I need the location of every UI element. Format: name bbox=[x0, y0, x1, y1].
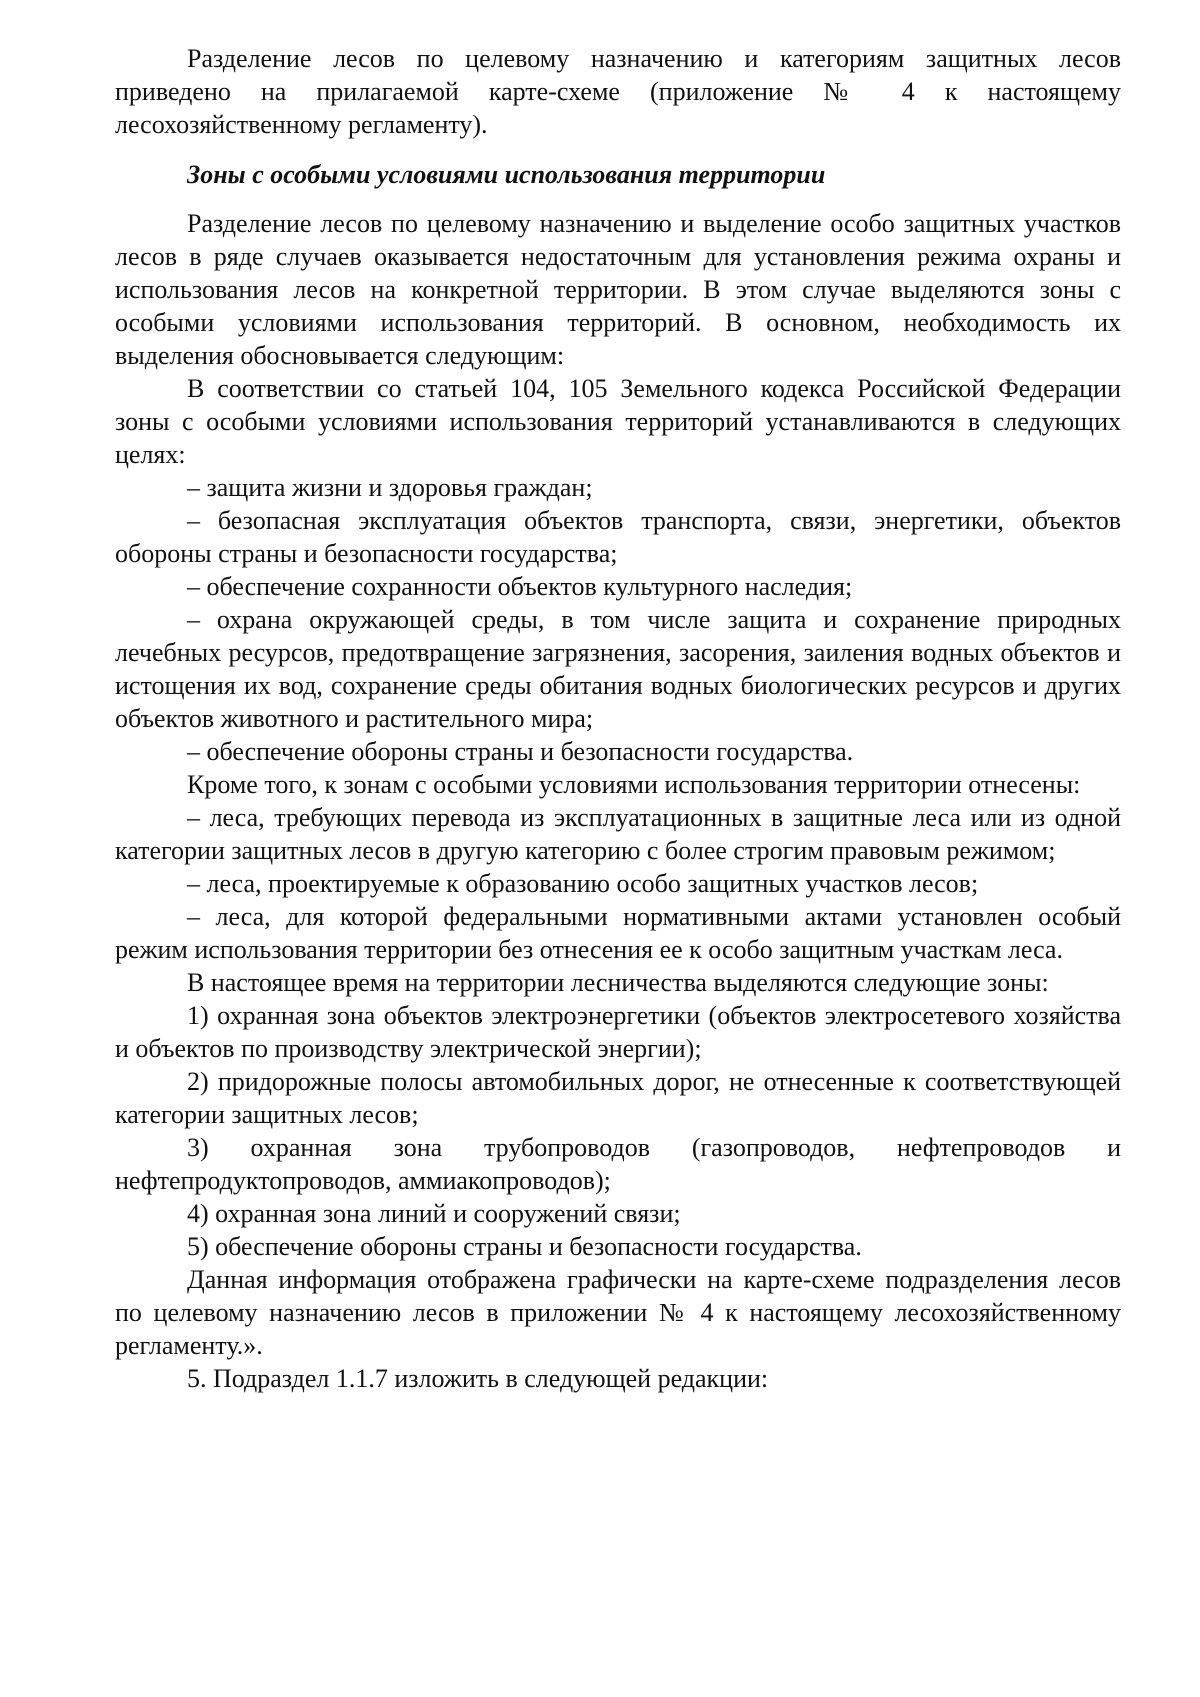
list-item-purpose-1: – защита жизни и здоровья граждан; bbox=[187, 473, 593, 502]
list-item-additional-3: – леса, для которой федеральными нормативными актами установлен особый режим использования территории без отнесения ее к особо защитным участкам леса. bbox=[115, 902, 1121, 964]
paragraph-additional-zones: Кроме того, к зонам с особыми условиями использования территории отнесены: bbox=[187, 770, 1081, 799]
paragraph-forest-division-map: Разделение лесов по целевому назначению и категориям защитных лесов приведено на прилагаемой карте-схеме (приложение № 4 к настоящему лесохозяйственному регламенту). bbox=[115, 44, 1121, 139]
list-item-purpose-5: – обеспечение обороны страны и безопасности государства. bbox=[187, 737, 854, 766]
list-item-additional-2: – леса, проектируемые к образованию особо защитных участков лесов; bbox=[187, 869, 979, 898]
list-item-purpose-4: – охрана окружающей среды, в том числе защита и сохранение природных лечебных ресурсов, предотвращение загрязнения, засорения, заиления водных объектов и истощения их вод, сохранение среды обитания водных биологических ресурсов и других объектов животного и растительного мира; bbox=[115, 605, 1121, 733]
list-item-purpose-3: – обеспечение сохранности объектов культурного наследия; bbox=[187, 572, 853, 601]
paragraph-zones-intro: Разделение лесов по целевому назначению и выделение особо защитных участков лесов в ряде случаев оказывается недостаточным для установления режима охраны и использования лесов на конкретной территории. В этом случае выделяются зоны с особыми условиями использования территорий. В основном, необходимость их выделения обосновывается следующим: bbox=[115, 209, 1121, 370]
list-item-zone-2: 2) придорожные полосы автомобильных дорог, не отнесенные к соответствующей категории защитных лесов; bbox=[115, 1067, 1121, 1129]
paragraph-map-reference: Данная информация отображена графически на карте-схеме подразделения лесов по целевому назначению лесов в приложении № 4 к настоящему лесохозяйственному регламенту.». bbox=[115, 1265, 1121, 1360]
paragraph-current-zones: В настоящее время на территории лесничества выделяются следующие зоны: bbox=[187, 968, 1049, 997]
section-heading: Зоны с особыми условиями использования территории bbox=[187, 160, 826, 189]
list-item-zone-3: 3) охранная зона трубопроводов (газопроводов, нефтепроводов и нефтепродуктопроводов, аммиакопроводов); bbox=[115, 1133, 1121, 1195]
list-item-zone-5: 5) обеспечение обороны страны и безопасности государства. bbox=[187, 1232, 862, 1261]
list-item-zone-4: 4) охранная зона линий и сооружений связи; bbox=[187, 1199, 681, 1228]
paragraph-subsection-amendment: 5. Подраздел 1.1.7 изложить в следующей редакции: bbox=[187, 1364, 769, 1393]
paragraph-land-code: В соответствии со статьей 104, 105 Земельного кодекса Российской Федерации зоны с особыми условиями использования территорий устанавливаются в следующих целях: bbox=[115, 374, 1121, 469]
list-item-purpose-2: – безопасная эксплуатация объектов транспорта, связи, энергетики, объектов обороны страны и безопасности государства; bbox=[115, 506, 1121, 568]
list-item-additional-1: – леса, требующих перевода из эксплуатационных в защитные леса или из одной категории защитных лесов в другую категорию с более строгим правовым режимом; bbox=[115, 803, 1121, 865]
list-item-zone-1: 1) охранная зона объектов электроэнергетики (объектов электросетевого хозяйства и объектов по производству электрической энергии); bbox=[115, 1001, 1121, 1063]
